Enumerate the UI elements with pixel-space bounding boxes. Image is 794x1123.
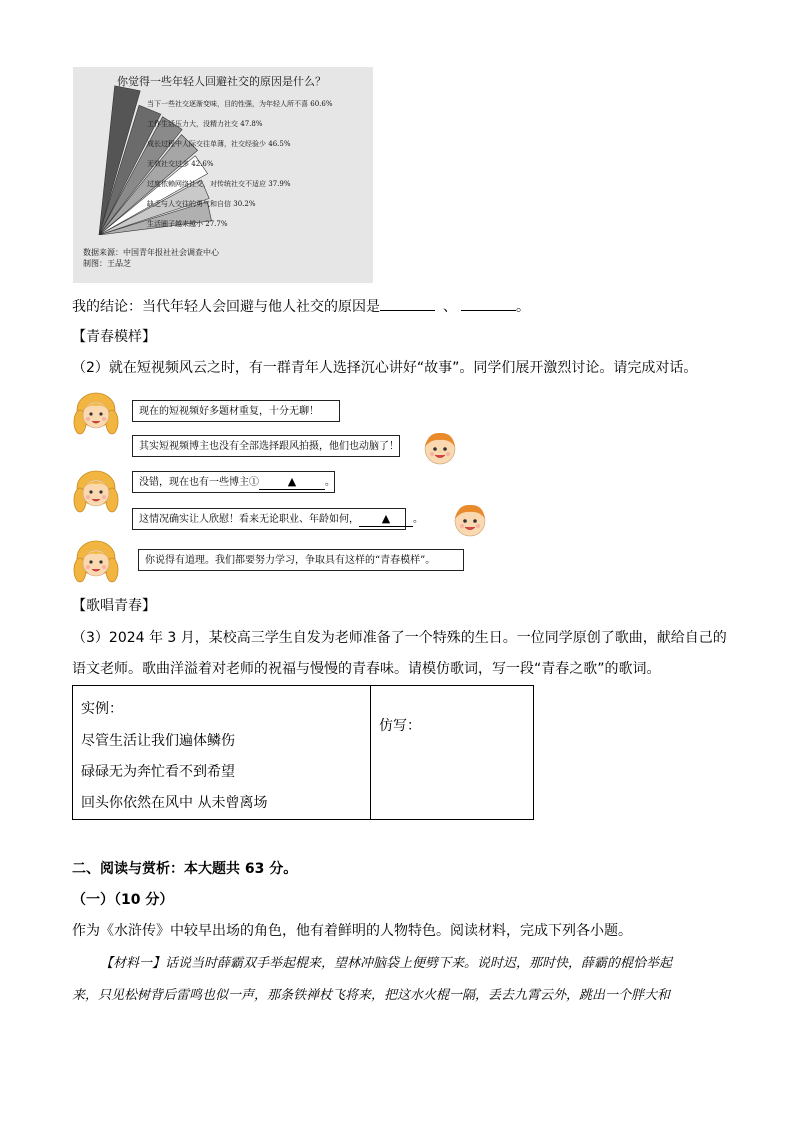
conclusion-end: 。	[516, 299, 530, 315]
part-two-intro: 作为《水浒传》中较早出场的角色，他有着鲜明的人物特色。阅读材料，完成下列各小题。	[72, 923, 632, 939]
part-two-heading: 二、阅读与赏析：本大题共 63 分。	[72, 861, 298, 877]
dialog-bubble-2	[132, 435, 400, 457]
heading-sing-youth: 【歌唱青春】	[72, 598, 156, 614]
material-1-line-2: 来，只见松树背后雷鸣也似一声，那条铁禅杖飞将来，把这水火棍一隔，丢去九霄云外，跳出一个胖大和	[72, 988, 671, 1003]
fan-category-label: 过度依赖网络社交，对传统社交不适应 37.9%	[147, 180, 291, 188]
example-line-2: 碌碌无为奔忙看不到希望	[81, 764, 235, 780]
placeholder-triangle-icon: ▲	[381, 512, 391, 525]
fan-category-label: 成长过程中人际交往单薄，社交经验少 46.5%	[147, 140, 291, 148]
girl-avatar	[72, 536, 120, 584]
fan-category-label: 工作生活压力大，没精力社交 47.8%	[147, 120, 263, 128]
conclusion-sep: 、	[443, 299, 457, 315]
dialog-bubble-5	[138, 549, 464, 571]
boy-avatar	[422, 430, 458, 466]
chart-maker: 制图：王品芝	[83, 259, 131, 268]
imitate-cell[interactable]	[371, 686, 533, 819]
fan-value-label: 27.7%	[205, 220, 228, 228]
conclusion-line	[72, 296, 530, 317]
example-label: 实例：	[81, 701, 123, 717]
question-2: （2）就在短视频风云之时，有一群青年人选择沉心讲好“故事”。同学们展开激烈讨论。请完成对话。	[72, 360, 698, 376]
placeholder-triangle-icon: ▲	[287, 475, 297, 488]
dialog-area	[72, 386, 492, 586]
girl-avatar	[72, 466, 120, 514]
answer-blank-2[interactable]	[461, 296, 516, 311]
bubble-5-text: 你说得有道理。我们都要努力学习，争取具有这样的“青春模样”。	[145, 555, 436, 566]
example-line-1: 尽管生活让我们遍体鳞伤	[81, 733, 235, 749]
bubble-4-end: 。	[413, 514, 423, 525]
dialog-bubble-1	[132, 400, 340, 422]
bubble-1-text: 现在的短视频好多题材重复，十分无聊！	[139, 406, 319, 417]
dialog-bubble-4	[132, 508, 423, 530]
bubble-4-text: 这情况确实让人欣慰！看来无论职业、年龄如何，	[139, 514, 359, 525]
chart-source: 数据来源：中国青年报社社会调查中心	[83, 248, 219, 257]
fan-value-label: 37.9%	[268, 180, 291, 188]
imitate-label: 仿写：	[379, 718, 421, 734]
fan-value-label: 60.6%	[310, 100, 333, 108]
material-1-line-1: 【材料一】话说当时薛霸双手举起棍来，望林冲脑袋上便劈下来。说时迟，那时快，薛霸的棍恰举起	[100, 956, 673, 971]
dialog-bubble-3	[132, 471, 335, 493]
boy-avatar	[452, 502, 488, 538]
bubble-3-text: 没错，现在也有一些博主①	[139, 477, 259, 488]
example-line-3: 回头你依然在风中 从未曾离场	[81, 795, 268, 811]
conclusion-text: 我的结论：当代年轻人会回避与他人社交的原因是	[72, 299, 380, 315]
question-3-line-1: （3）2024 年 3 月，某校高三学生自发为老师准备了一个特殊的生日。一位同学原创了歌曲，献给自己的	[72, 630, 727, 646]
example-cell	[73, 686, 371, 819]
question-3-line-2: 语文老师。歌曲洋溢着对老师的祝福与慢慢的青春味。请模仿歌词，写一段“青春之歌”的歌词。	[72, 661, 661, 677]
fan-category-label: 缺乏与人交往的勇气和自信 30.2%	[147, 200, 256, 208]
chart-title: 你觉得一些年轻人回避社交的原因是什么？	[117, 75, 326, 88]
fan-category-label: 当下一些社交逐渐变味，目的性强，为年轻人所不喜 60.6%	[147, 100, 333, 108]
survey-chart	[73, 67, 373, 283]
fan-value-label: 42.6%	[191, 160, 214, 168]
heading-youth-model: 【青春模样】	[72, 329, 156, 345]
survey-chart-svg	[73, 67, 373, 283]
bubble-2-text: 其实短视频博主也没有全部选择跟风拍摄，他们也动脑了！	[139, 441, 399, 452]
bubble-3-end: 。	[325, 477, 335, 488]
girl-avatar	[72, 388, 120, 436]
answer-blank-3[interactable]	[259, 475, 325, 490]
fan-value-label: 47.8%	[240, 120, 263, 128]
answer-blank-1[interactable]	[380, 296, 435, 311]
fan-value-label: 46.5%	[268, 140, 291, 148]
answer-blank-4[interactable]	[359, 512, 413, 527]
fan-category-label: 无效社交过多 42.6%	[147, 160, 214, 168]
fan-value-label: 30.2%	[233, 200, 256, 208]
lyrics-table	[72, 685, 534, 820]
fan-base	[93, 235, 163, 239]
fan-category-label: 生活圈子越来越小 27.7%	[147, 220, 228, 228]
part-two-subheading: （一）（10 分）	[72, 892, 174, 908]
